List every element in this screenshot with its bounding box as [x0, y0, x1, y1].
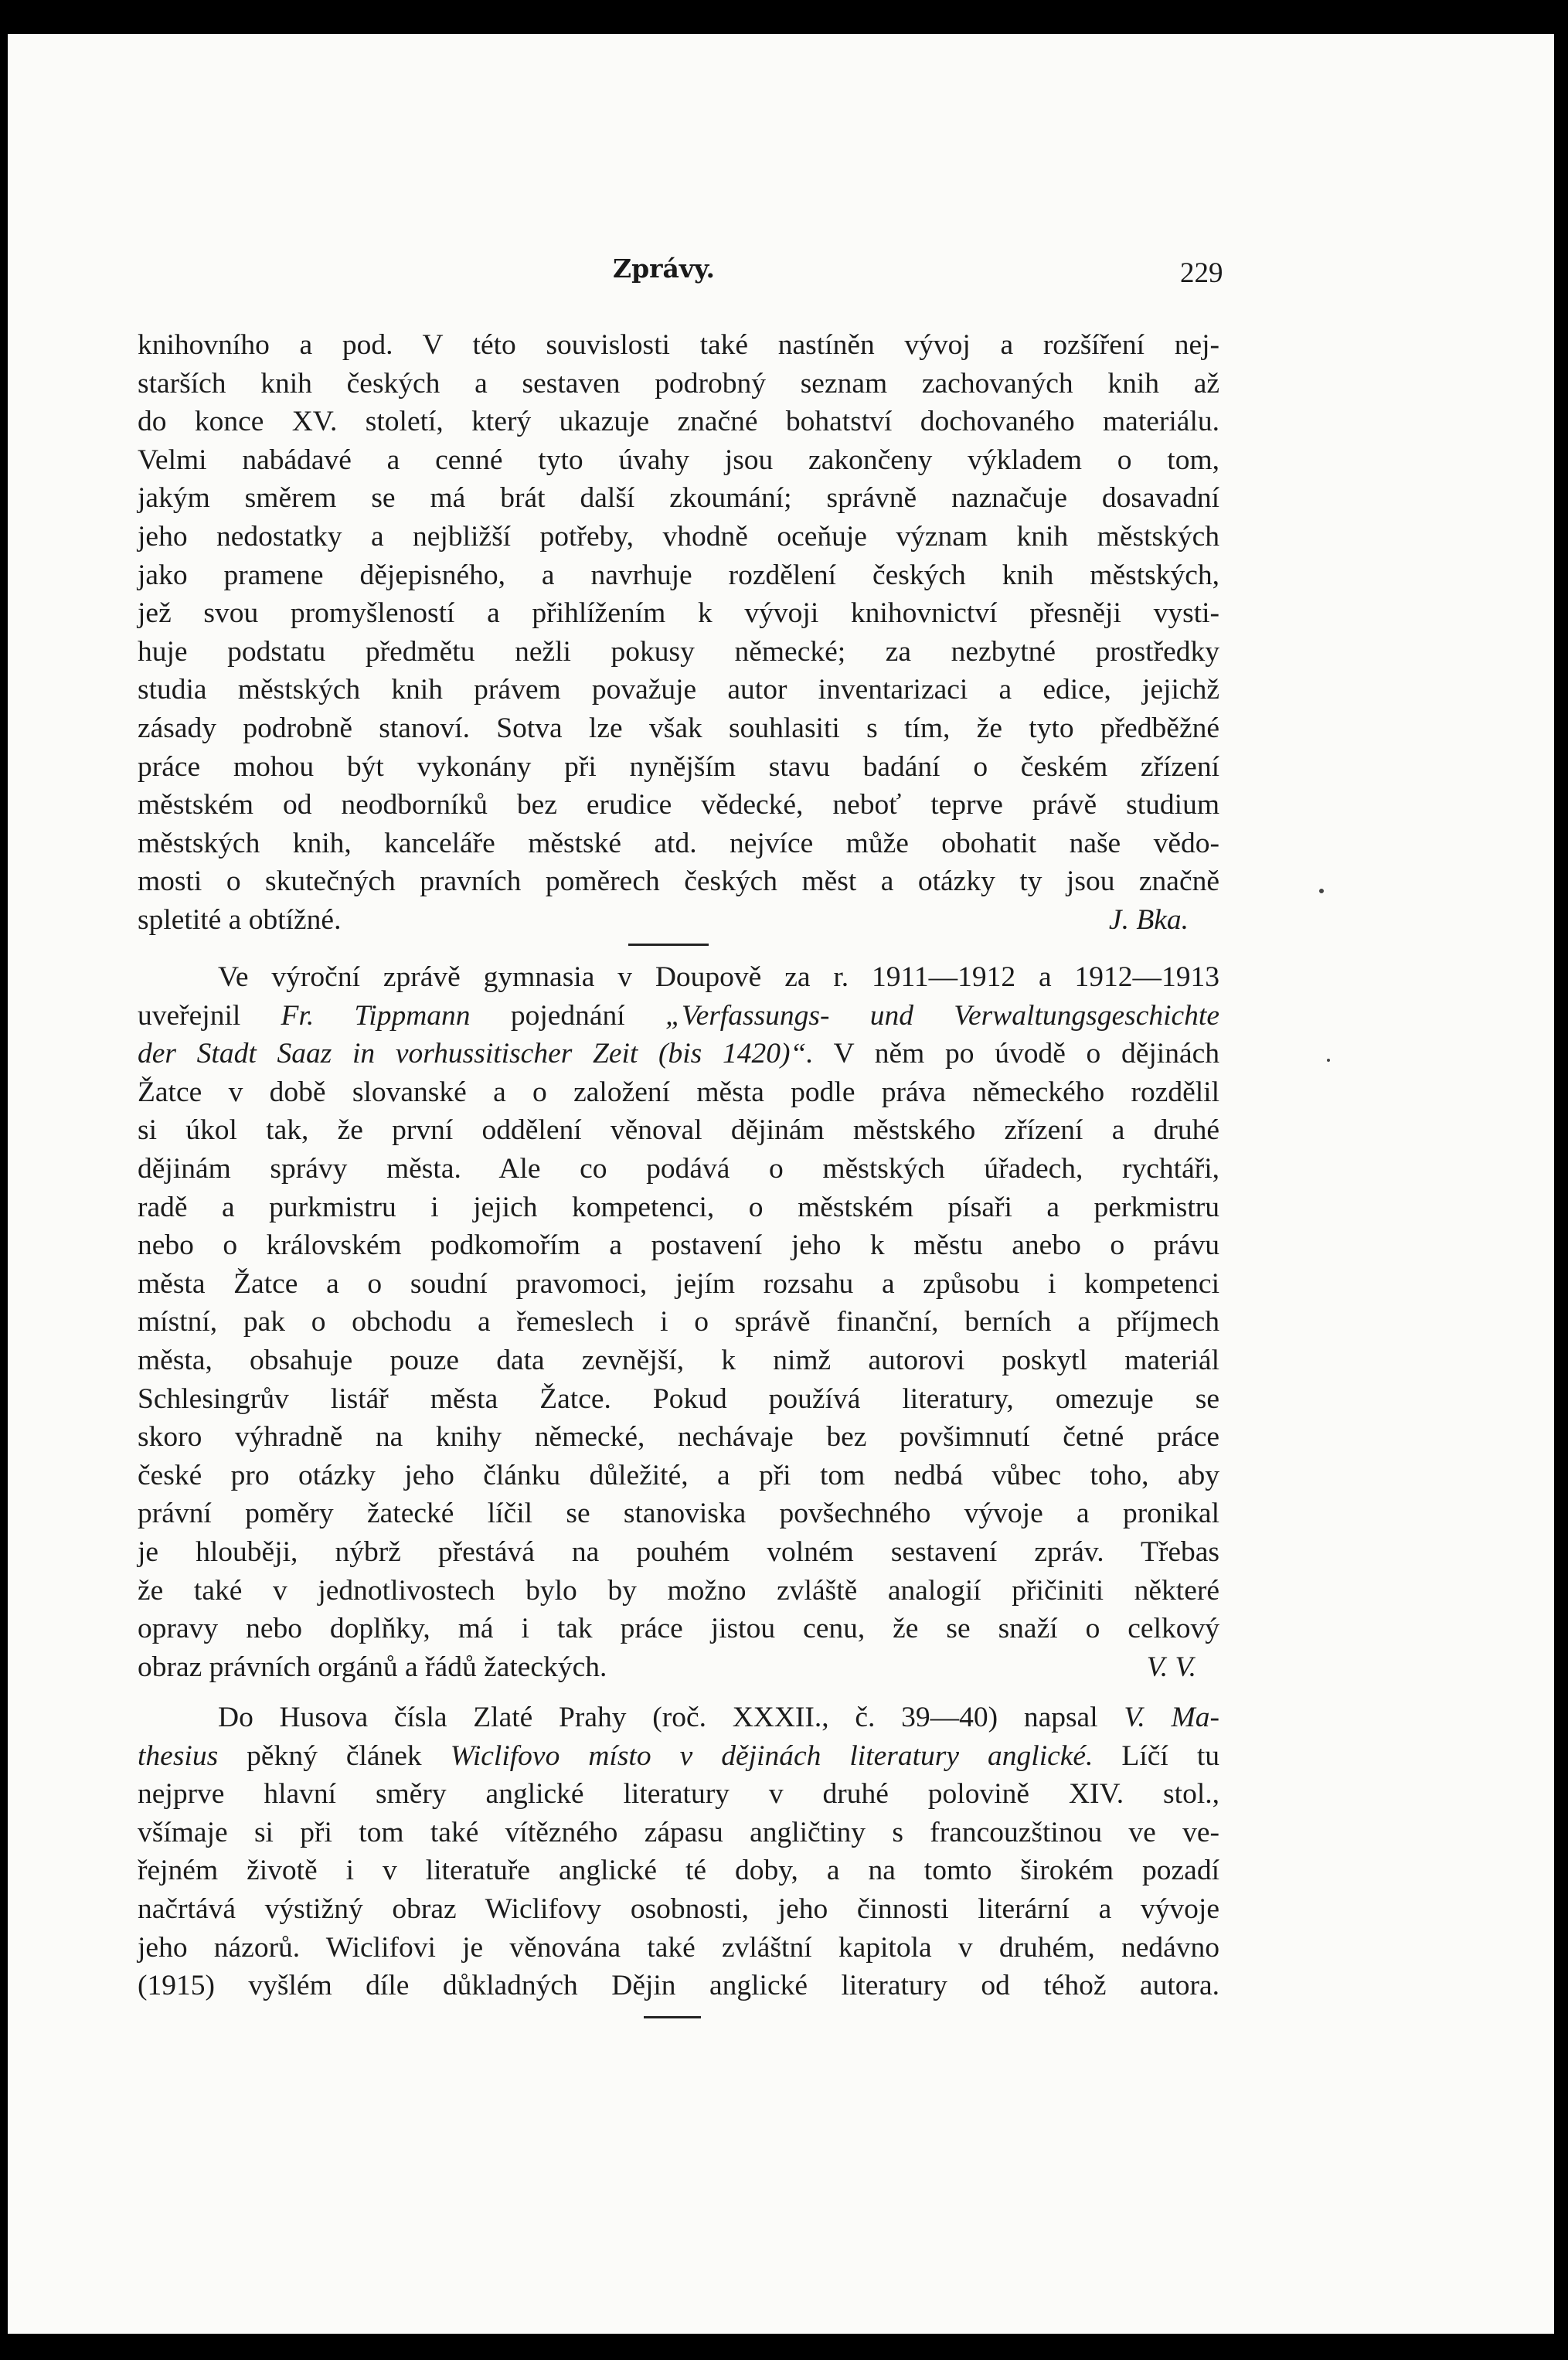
text-line: načrtává výstižný obraz Wiclifovy osobnosti, jeho činnosti literární a vývoje	[138, 1892, 1219, 1925]
text-line: práce mohou být vykonány při nynějším stavu badání o českém zřízení	[138, 750, 1219, 783]
text-line: huje podstatu předmětu nežli pokusy německé; za nezbytné prostředky	[138, 635, 1219, 668]
text-line: právní poměry žatecké líčil se stanoviska povšechného vývoje a pronikal	[138, 1498, 1219, 1530]
review-paragraph-3	[138, 1699, 1219, 2005]
text-span: V něm po úvodě o dějinách	[813, 1038, 1219, 1070]
text-line: radě a purkmistru i jejich kompetenci, o městském písaři a perkmistru	[138, 1191, 1219, 1223]
author-name: Fr. Tippmann	[281, 999, 471, 1032]
text-line: spletité a obtížné.	[138, 903, 342, 936]
text-line: dějinám správy města. Ale co podává o městských úřadech, rychtáři,	[138, 1152, 1219, 1185]
text-line: města Žatce a o soudní pravomoci, jejím rozsahu a způsobu i kompetenci	[138, 1267, 1219, 1300]
text-span: Líčí tu	[1093, 1739, 1219, 1772]
text-line: Žatce v době slovanské a o založení města podle práva německého rozdělil	[138, 1076, 1219, 1108]
text-line: městském od neodborníků bez erudice vědecké, neboť teprve právě studium	[138, 789, 1219, 821]
work-title: „Verfassungs- und Verwaltungsgeschichte	[665, 999, 1219, 1032]
text-line: že také v jednotlivostech bylo by možno zvláště analogií přičiniti některé	[138, 1574, 1219, 1607]
text-line	[138, 1699, 1219, 1737]
text-line	[138, 997, 1219, 1035]
review-paragraph-1	[138, 326, 1219, 940]
text-line: místní, pak o obchodu a řemeslech i o správě finanční, berních a příjmech	[138, 1306, 1219, 1338]
text-line: řejném životě i v literatuře anglické té doby, a na tomto širokém pozadí	[138, 1855, 1219, 1887]
text-line: jeho nedostatky a nejbližší potřeby, vhodně oceňuje význam knih městských	[138, 520, 1219, 553]
text-line: města, obsahuje pouze data zevnější, k nimž autorovi poskytl materiál	[138, 1344, 1219, 1376]
text-line: opravy nebo doplňky, má i tak práce jistou cenu, že se snaží o celkový	[138, 1613, 1219, 1645]
scan-speck	[1319, 889, 1324, 893]
text-line: skoro výhradně na knihy německé, nechávaje bez povšimnutí četné práce	[138, 1421, 1219, 1454]
text-line: jakým směrem se má brát další zkoumání; správně naznačuje dosavadní	[138, 482, 1219, 515]
text-line: městských knih, kanceláře městské atd. nejvíce může obohatit naše vědo-	[138, 827, 1219, 859]
text-line: české pro otázky jeho článku důležité, a při tom nedbá vůbec toho, aby	[138, 1459, 1219, 1491]
text-line: nejprve hlavní směry anglické literatury v druhé polovině XIV. stol.,	[138, 1778, 1219, 1811]
running-header	[0, 253, 1568, 300]
text-line: knihovního a pod. V této souvislosti také nastíněn vývoj a rozšíření nej-	[138, 329, 1219, 361]
page-number: 229	[1180, 257, 1223, 289]
text-line: starších knih českých a sestaven podrobný seznam zachovaných knih až	[138, 367, 1219, 400]
text-line: všímaje si při tom také vítězného zápasu angličtiny s francouzštinou ve ve-	[138, 1816, 1219, 1848]
text-line	[138, 1737, 1219, 1776]
text-line: studia městských knih právem považuje autor inventarizaci a edice, jejichž	[138, 674, 1219, 706]
text-span: uveřejnil	[138, 999, 281, 1032]
text-line: jako pramene dějepisného, a navrhuje rozdělení českých knih městských,	[138, 559, 1219, 591]
review-paragraph-2	[138, 958, 1219, 1686]
section-divider	[628, 944, 709, 946]
text-line	[138, 1035, 1219, 1073]
text-line: nebo o královském podkomořím a postavení jeho k městu anebo o právu	[138, 1229, 1219, 1262]
text-line: Ve výroční zprávě gymnasia v Doupově za r. 1911—1912 a 1912—1913	[218, 961, 1219, 993]
text-line: je hlouběji, nýbrž přestává na pouhém volném sestavení zpráv. Třebas	[138, 1535, 1219, 1568]
text-span: pojednání	[470, 999, 665, 1032]
work-title: Wiclifovo místo v dějinách literatury anglické.	[450, 1739, 1094, 1772]
text-line: jež svou promyšleností a přihlížením k vývoji knihovnictví přesněji vysti-	[138, 597, 1219, 630]
closing-line	[138, 1648, 1219, 1687]
text-span: pěkný článek	[218, 1739, 451, 1772]
reviewer-signature: V. V.	[1146, 1651, 1196, 1683]
text-line: obraz právních orgánů a řádů žateckých.	[138, 1651, 607, 1683]
header-title: Zprávy.	[613, 253, 715, 284]
text-span: Do Husova čísla Zlaté Prahy (roč. XXXII., č. 39—40) napsal	[218, 1702, 1124, 1733]
text-line: Velmi nabádavé a cenné tyto úvahy jsou zakončeny výkladem o tom,	[138, 444, 1219, 476]
reviewer-signature: J. Bka.	[1108, 903, 1189, 936]
text-line: do konce XV. století, který ukazuje značné bohatství dochovaného materiálu.	[138, 406, 1219, 438]
closing-line	[138, 901, 1219, 940]
text-line: zásady podrobně stanoví. Sotva lze však souhlasiti s tím, že tyto předběžné	[138, 712, 1219, 744]
text-line: si úkol tak, že první oddělení věnoval dějinám městského zřízení a druhé	[138, 1114, 1219, 1147]
text-line: jeho názorů. Wiclifovi je věnována také zvláštní kapitola v druhém, nedávno	[138, 1931, 1219, 1964]
author-name: V. Ma-	[1124, 1702, 1219, 1733]
scan-speck	[1327, 1059, 1330, 1062]
text-line: mosti o skutečných pravních poměrech českých měst a otázky ty jsou značně	[138, 865, 1219, 898]
author-name: thesius	[138, 1739, 219, 1772]
section-divider	[644, 2016, 701, 2018]
work-title: der Stadt Saaz in vorhussitischer Zeit (bis 1420)“.	[138, 1038, 814, 1070]
text-line: (1915) vyšlém díle důkladných Dějin anglické literatury od téhož autora.	[138, 1970, 1219, 2002]
text-line: Schlesingrův listář města Žatce. Pokud používá literatury, omezuje se	[138, 1382, 1219, 1415]
